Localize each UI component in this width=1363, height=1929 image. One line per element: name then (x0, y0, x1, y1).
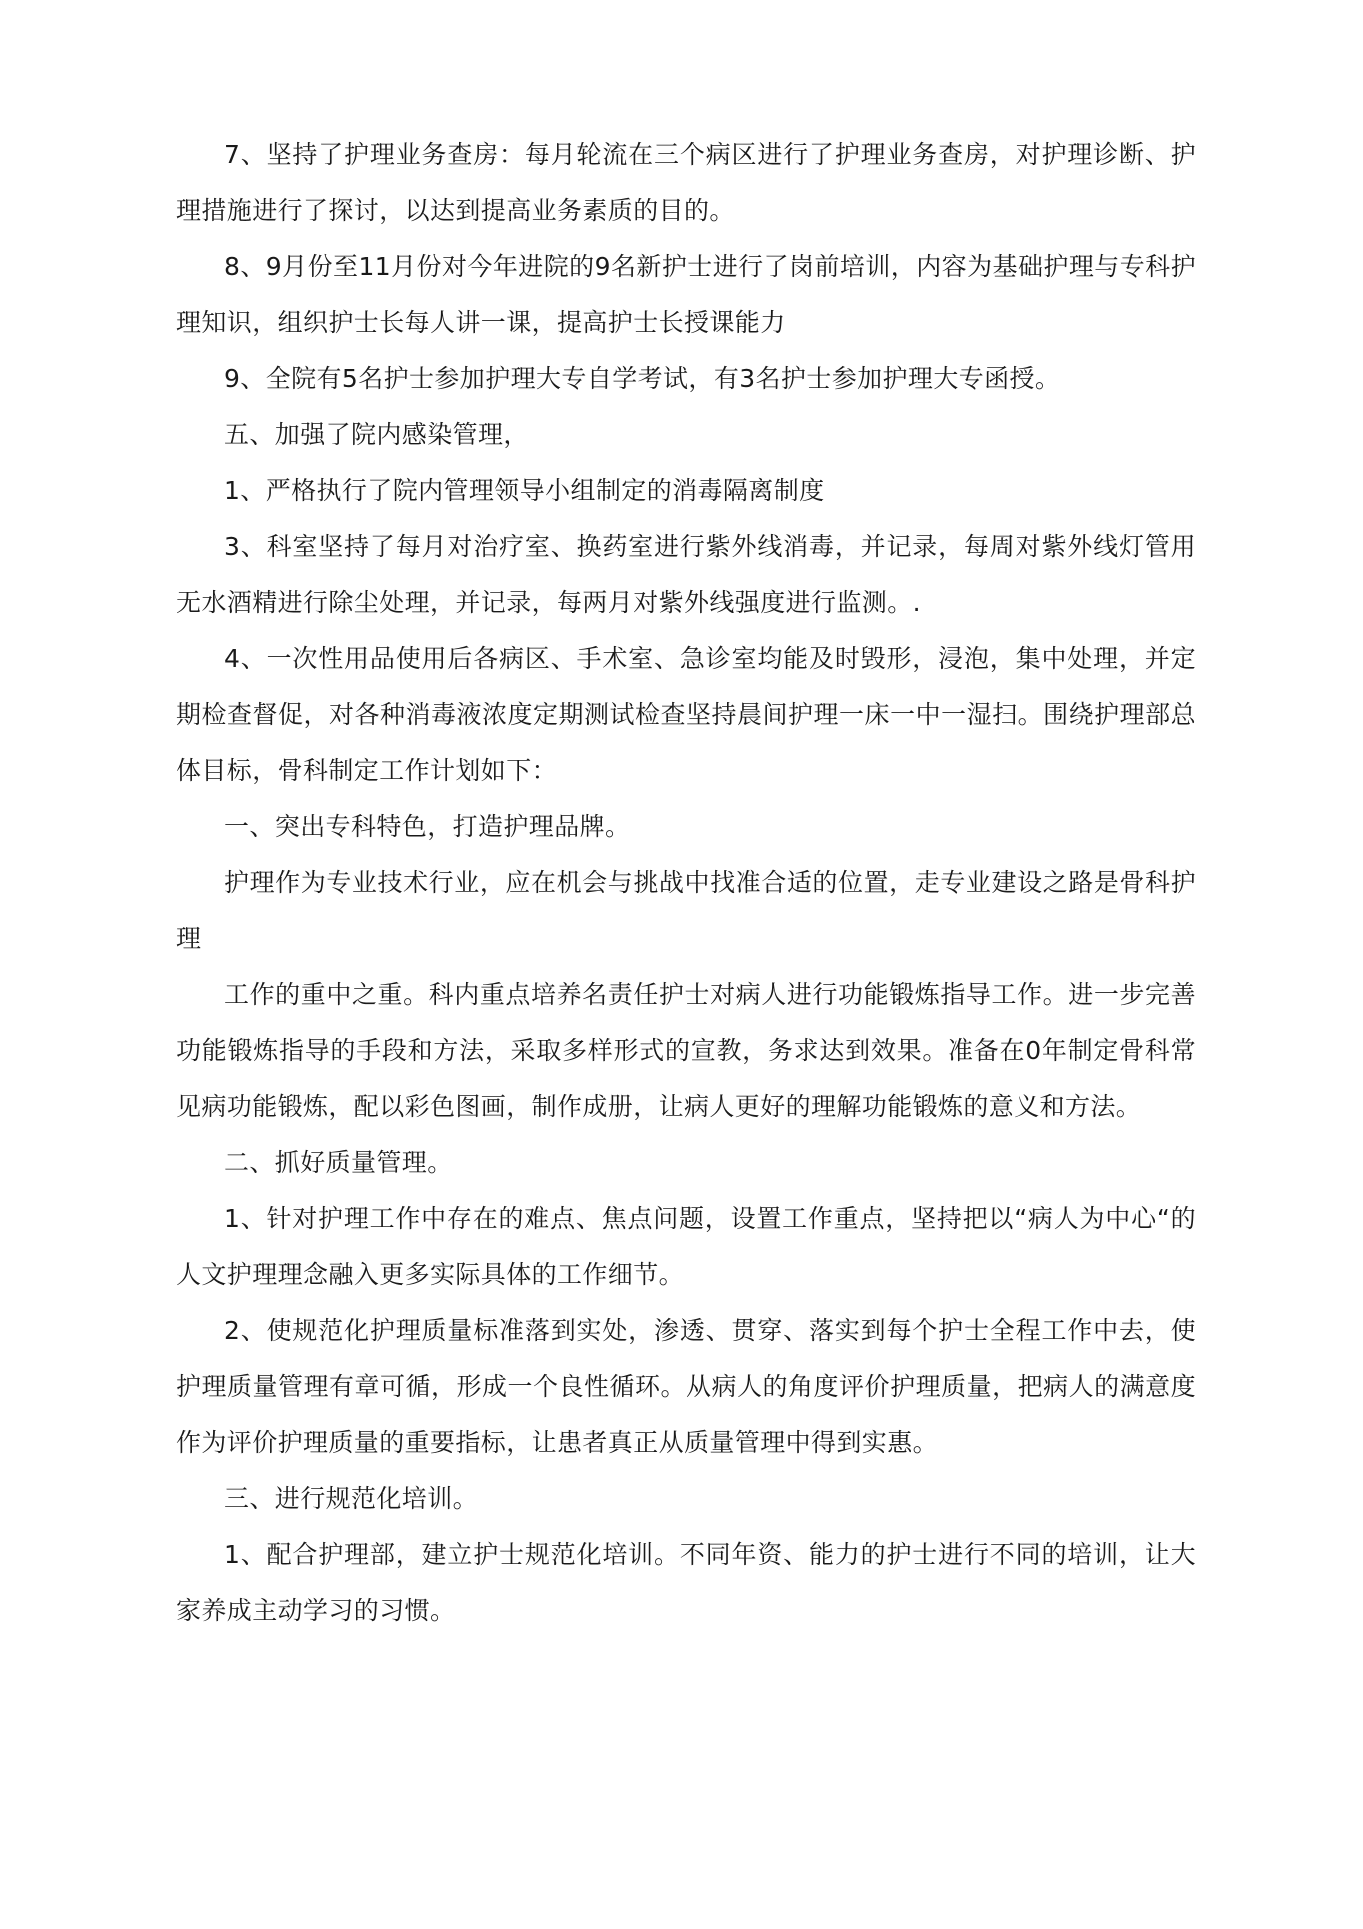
section-heading: 三、进行规范化培训。 (224, 1484, 479, 1513)
paragraph: 工作的重中之重。科内重点培养名责任护士对病人进行功能锻炼指导工作。进一步完善功能锻炼指导的手段和方法，采取多样形式的宣教，务求达到效果。准备在0年制定骨科常见病功能锻炼，配以彩色图画，制作成册，让病人更好的理解功能锻炼的意义和方法。 (176, 980, 1196, 1121)
paragraph: 2、使规范化护理质量标准落到实处，渗透、贯穿、落实到每个护士全程工作中去，使护理质量管理有章可循，形成一个良性循环。从病人的角度评价护理质量，把病人的满意度作为评价护理质量的重要指标，让患者真正从质量管理中得到实惠。 (176, 1316, 1196, 1457)
paragraph: 4、一次性用品使用后各病区、手术室、急诊室均能及时毁形，浸泡，集中处理，并定期检查督促，对各种消毒液浓度定期测试检查坚持晨间护理一床一中一湿扫。围绕护理部总体目标，骨科制定工作计划如下： (176, 644, 1196, 785)
paragraph: 1、严格执行了院内管理领导小组制定的消毒隔离制度 (224, 476, 825, 505)
paragraph: 8、9月份至11月份对今年进院的9名新护士进行了岗前培训，内容为基础护理与专科护理知识，组织护士长每人讲一课，提高护士长授课能力 (176, 252, 1196, 337)
section-heading: 二、抓好质量管理。 (224, 1148, 453, 1177)
section-heading: 一、突出专科特色，打造护理品牌。 (224, 812, 631, 841)
paragraph: 7、坚持了护理业务查房：每月轮流在三个病区进行了护理业务查房，对护理诊断、护理措施进行了探讨，以达到提高业务素质的目的。 (176, 140, 1196, 225)
paragraph: 护理作为专业技术行业，应在机会与挑战中找准合适的位置，走专业建设之路是骨科护理 (176, 868, 1196, 953)
paragraph: 1、针对护理工作中存在的难点、焦点问题，设置工作重点，坚持把以“病人为中心“的人文护理理念融入更多实际具体的工作细节。 (176, 1204, 1196, 1289)
document-body (176, 127, 1196, 1639)
paragraph: 3、科室坚持了每月对治疗室、换药室进行紫外线消毒，并记录，每周对紫外线灯管用无水酒精进行除尘处理，并记录，每两月对紫外线强度进行监测。. (176, 532, 1196, 617)
paragraph: 1、配合护理部，建立护士规范化培训。不同年资、能力的护士进行不同的培训，让大家养成主动学习的习惯。 (176, 1540, 1196, 1625)
section-heading: 五、加强了院内感染管理， (224, 420, 529, 449)
paragraph: 9、全院有5名护士参加护理大专自学考试，有3名护士参加护理大专函授。 (224, 364, 1061, 393)
